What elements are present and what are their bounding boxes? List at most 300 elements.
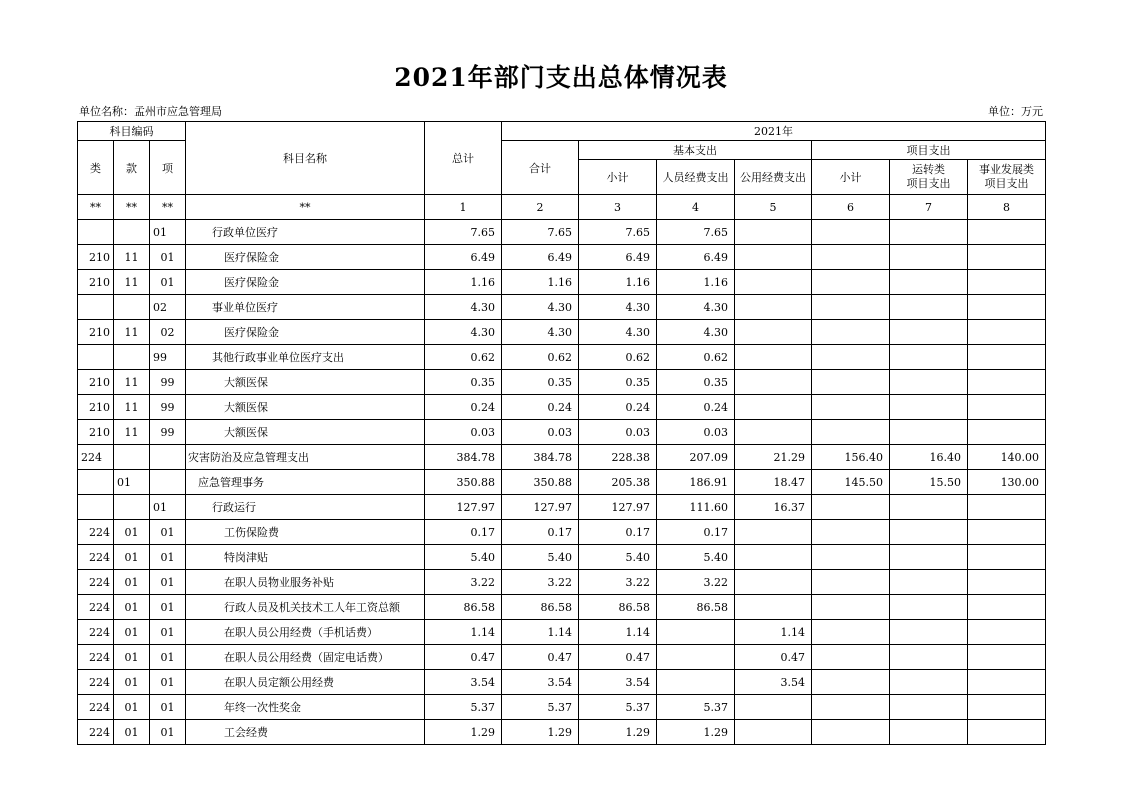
cell-personnel: 186.91 (657, 470, 735, 495)
table-row (78, 645, 1046, 670)
cell-heji: 0.24 (502, 395, 579, 420)
cell-xiang: 01 (150, 545, 186, 570)
cell-total: 0.35 (425, 370, 502, 395)
cell-total: 3.54 (425, 670, 502, 695)
expenditure-table (77, 121, 1046, 745)
cell-kuan: 01 (114, 545, 150, 570)
header-development-line2: 项目支出 (984, 177, 1029, 190)
cell-subject-name: 工会经费 (186, 720, 425, 745)
cell-basic-subtotal: 86.58 (579, 595, 657, 620)
cell-heji: 1.16 (502, 270, 579, 295)
cell-transfer (890, 370, 968, 395)
cell-basic-subtotal: 3.22 (579, 570, 657, 595)
cell-basic-subtotal: 6.49 (579, 245, 657, 270)
cell-basic-subtotal: 5.37 (579, 695, 657, 720)
cell-total: 1.16 (425, 270, 502, 295)
cell-kuan: 01 (114, 670, 150, 695)
cell-personnel: 0.35 (657, 370, 735, 395)
cell-xiang: 99 (150, 395, 186, 420)
cell-personnel: 3.22 (657, 570, 735, 595)
cell-transfer (890, 295, 968, 320)
cell-subject-name: 行政单位医疗 (186, 220, 425, 245)
cell-public (735, 245, 812, 270)
cell-project-subtotal (812, 495, 890, 520)
cell-kuan (114, 295, 150, 320)
cell-public (735, 570, 812, 595)
cell-personnel: 0.17 (657, 520, 735, 545)
cell-project-subtotal (812, 245, 890, 270)
cell-basic-subtotal: 3.54 (579, 670, 657, 695)
cell-transfer (890, 720, 968, 745)
cell-lei (78, 345, 114, 370)
cell-project-subtotal (812, 320, 890, 345)
cell-project-subtotal (812, 695, 890, 720)
cell-public (735, 420, 812, 445)
cell-transfer (890, 645, 968, 670)
cell-kuan: 11 (114, 370, 150, 395)
header-heji: 合计 (502, 141, 579, 195)
cell-total: 4.30 (425, 295, 502, 320)
cell-project-subtotal (812, 295, 890, 320)
cell-personnel (657, 620, 735, 645)
cell-kuan: 01 (114, 570, 150, 595)
cell-development (968, 270, 1046, 295)
header-project-subtotal: 小计 (812, 160, 890, 195)
cell-transfer (890, 545, 968, 570)
cell-transfer (890, 420, 968, 445)
cell-transfer (890, 220, 968, 245)
header-basic-subtotal: 小计 (579, 160, 657, 195)
cell-lei: 224 (78, 595, 114, 620)
cell-subject-name: 特岗津贴 (186, 545, 425, 570)
table-row (78, 445, 1046, 470)
cell-basic-subtotal: 4.30 (579, 295, 657, 320)
header-development-line1: 事业发展类 (979, 163, 1035, 176)
cell-subject-name: 在职人员定额公用经费 (186, 670, 425, 695)
cell-basic-subtotal: 0.17 (579, 520, 657, 545)
cell-total: 3.22 (425, 570, 502, 595)
cell-lei: 210 (78, 270, 114, 295)
cell-transfer (890, 620, 968, 645)
header-num-cell: ** (114, 195, 150, 220)
cell-transfer (890, 695, 968, 720)
cell-xiang: 01 (150, 220, 186, 245)
cell-lei (78, 495, 114, 520)
table-row (78, 545, 1046, 570)
cell-kuan: 11 (114, 320, 150, 345)
cell-heji: 4.30 (502, 320, 579, 345)
cell-basic-subtotal: 4.30 (579, 320, 657, 345)
cell-public (735, 220, 812, 245)
cell-transfer (890, 245, 968, 270)
cell-xiang: 01 (150, 720, 186, 745)
cell-kuan (114, 495, 150, 520)
cell-personnel: 4.30 (657, 295, 735, 320)
cell-personnel: 0.03 (657, 420, 735, 445)
cell-total: 86.58 (425, 595, 502, 620)
cell-public (735, 695, 812, 720)
header-transfer-line2: 项目支出 (906, 177, 951, 190)
cell-development (968, 720, 1046, 745)
cell-basic-subtotal: 205.38 (579, 470, 657, 495)
cell-total: 6.49 (425, 245, 502, 270)
header-num-cell: ** (78, 195, 114, 220)
cell-public: 16.37 (735, 495, 812, 520)
cell-project-subtotal (812, 270, 890, 295)
cell-heji: 127.97 (502, 495, 579, 520)
cell-project-subtotal (812, 395, 890, 420)
cell-heji: 3.54 (502, 670, 579, 695)
cell-transfer (890, 495, 968, 520)
cell-project-subtotal (812, 645, 890, 670)
cell-xiang: 99 (150, 370, 186, 395)
cell-development (968, 645, 1046, 670)
header-num-cell: 8 (968, 195, 1046, 220)
cell-public: 0.47 (735, 645, 812, 670)
header-num-cell: 1 (425, 195, 502, 220)
header-row-1 (78, 122, 1046, 141)
cell-basic-subtotal: 0.24 (579, 395, 657, 420)
cell-kuan (114, 445, 150, 470)
table-row (78, 495, 1046, 520)
cell-public (735, 345, 812, 370)
cell-personnel: 0.24 (657, 395, 735, 420)
cell-public (735, 520, 812, 545)
header-basic: 基本支出 (579, 141, 812, 160)
cell-xiang: 01 (150, 670, 186, 695)
cell-heji: 6.49 (502, 245, 579, 270)
cell-subject-name: 大额医保 (186, 395, 425, 420)
cell-kuan: 01 (114, 695, 150, 720)
cell-xiang: 01 (150, 520, 186, 545)
cell-personnel (657, 670, 735, 695)
header-num-cell: 5 (735, 195, 812, 220)
cell-project-subtotal (812, 520, 890, 545)
cell-xiang: 01 (150, 620, 186, 645)
cell-lei (78, 295, 114, 320)
cell-subject-name: 医疗保险金 (186, 245, 425, 270)
cell-heji: 0.03 (502, 420, 579, 445)
cell-public (735, 545, 812, 570)
cell-public (735, 595, 812, 620)
cell-kuan: 01 (114, 620, 150, 645)
cell-public: 1.14 (735, 620, 812, 645)
cell-development (968, 420, 1046, 445)
cell-heji: 5.37 (502, 695, 579, 720)
table-row (78, 370, 1046, 395)
cell-project-subtotal (812, 545, 890, 570)
header-num-cell: ** (186, 195, 425, 220)
cell-total: 127.97 (425, 495, 502, 520)
cell-basic-subtotal: 0.47 (579, 645, 657, 670)
cell-xiang: 99 (150, 345, 186, 370)
cell-personnel: 86.58 (657, 595, 735, 620)
cell-total: 0.17 (425, 520, 502, 545)
table-row (78, 420, 1046, 445)
cell-heji: 350.88 (502, 470, 579, 495)
cell-development (968, 670, 1046, 695)
cell-kuan: 01 (114, 720, 150, 745)
table-row (78, 395, 1046, 420)
cell-heji: 4.30 (502, 295, 579, 320)
cell-development (968, 570, 1046, 595)
cell-heji: 0.35 (502, 370, 579, 395)
cell-project-subtotal (812, 370, 890, 395)
cell-heji: 0.17 (502, 520, 579, 545)
cell-total: 1.14 (425, 620, 502, 645)
cell-development (968, 245, 1046, 270)
header-num-cell: 3 (579, 195, 657, 220)
cell-public: 3.54 (735, 670, 812, 695)
cell-subject-name: 工伤保险费 (186, 520, 425, 545)
cell-heji: 0.47 (502, 645, 579, 670)
cell-xiang: 01 (150, 645, 186, 670)
cell-transfer (890, 320, 968, 345)
header-development (968, 160, 1046, 195)
cell-subject-name: 医疗保险金 (186, 270, 425, 295)
cell-basic-subtotal: 1.14 (579, 620, 657, 645)
cell-lei (78, 470, 114, 495)
cell-xiang: 01 (150, 270, 186, 295)
header-project: 项目支出 (812, 141, 1046, 160)
cell-subject-name: 在职人员公用经费（手机话费） (186, 620, 425, 645)
table-row (78, 720, 1046, 745)
header-total: 总计 (425, 122, 502, 195)
header-year: 2021年 (502, 122, 1046, 141)
cell-total: 5.37 (425, 695, 502, 720)
cell-lei: 224 (78, 520, 114, 545)
table-row (78, 520, 1046, 545)
cell-kuan: 01 (114, 645, 150, 670)
cell-development (968, 320, 1046, 345)
cell-development (968, 545, 1046, 570)
header-transfer-line1: 运转类 (912, 163, 945, 176)
cell-lei: 210 (78, 245, 114, 270)
cell-transfer (890, 520, 968, 545)
cell-public: 18.47 (735, 470, 812, 495)
cell-transfer (890, 270, 968, 295)
header-subject-name: 科目名称 (186, 122, 425, 195)
cell-basic-subtotal: 1.16 (579, 270, 657, 295)
cell-total: 0.47 (425, 645, 502, 670)
cell-development (968, 395, 1046, 420)
cell-lei: 224 (78, 670, 114, 695)
cell-kuan: 11 (114, 245, 150, 270)
cell-project-subtotal (812, 420, 890, 445)
header-num-cell: ** (150, 195, 186, 220)
table-row (78, 245, 1046, 270)
cell-heji: 86.58 (502, 595, 579, 620)
cell-heji: 1.29 (502, 720, 579, 745)
table-row (78, 220, 1046, 245)
cell-heji: 5.40 (502, 545, 579, 570)
cell-project-subtotal (812, 670, 890, 695)
cell-project-subtotal (812, 570, 890, 595)
cell-personnel: 6.49 (657, 245, 735, 270)
cell-personnel: 5.40 (657, 545, 735, 570)
cell-public (735, 370, 812, 395)
cell-public (735, 395, 812, 420)
cell-total: 0.62 (425, 345, 502, 370)
cell-heji: 384.78 (502, 445, 579, 470)
cell-basic-subtotal: 0.03 (579, 420, 657, 445)
cell-personnel: 207.09 (657, 445, 735, 470)
cell-lei: 210 (78, 320, 114, 345)
cell-development (968, 370, 1046, 395)
cell-heji: 3.22 (502, 570, 579, 595)
cell-kuan: 01 (114, 595, 150, 620)
cell-total: 4.30 (425, 320, 502, 345)
cell-kuan: 11 (114, 420, 150, 445)
cell-xiang (150, 445, 186, 470)
cell-personnel: 1.16 (657, 270, 735, 295)
cell-lei: 224 (78, 695, 114, 720)
cell-xiang: 02 (150, 320, 186, 345)
cell-lei: 224 (78, 720, 114, 745)
cell-development (968, 295, 1046, 320)
table-row (78, 695, 1046, 720)
cell-subject-name: 大额医保 (186, 370, 425, 395)
header-transfer (890, 160, 968, 195)
table-row (78, 670, 1046, 695)
cell-basic-subtotal: 127.97 (579, 495, 657, 520)
header-num-cell: 2 (502, 195, 579, 220)
cell-project-subtotal (812, 720, 890, 745)
cell-lei: 224 (78, 445, 114, 470)
cell-lei: 224 (78, 620, 114, 645)
cell-total: 1.29 (425, 720, 502, 745)
cell-xiang: 01 (150, 595, 186, 620)
cell-lei (78, 220, 114, 245)
cell-kuan: 01 (114, 470, 150, 495)
cell-kuan: 11 (114, 270, 150, 295)
header-xiang: 项 (150, 141, 186, 195)
table-row (78, 470, 1046, 495)
cell-total: 7.65 (425, 220, 502, 245)
cell-basic-subtotal: 0.35 (579, 370, 657, 395)
table-row (78, 345, 1046, 370)
cell-xiang (150, 470, 186, 495)
cell-personnel: 7.65 (657, 220, 735, 245)
cell-development (968, 345, 1046, 370)
cell-subject-name: 行政人员及机关技术工人年工资总额 (186, 595, 425, 620)
cell-public (735, 720, 812, 745)
header-kuan: 款 (114, 141, 150, 195)
cell-kuan: 11 (114, 395, 150, 420)
cell-public (735, 270, 812, 295)
cell-total: 350.88 (425, 470, 502, 495)
cell-xiang: 01 (150, 245, 186, 270)
cell-heji: 1.14 (502, 620, 579, 645)
header-num-cell: 6 (812, 195, 890, 220)
cell-subject-name: 行政运行 (186, 495, 425, 520)
cell-basic-subtotal: 7.65 (579, 220, 657, 245)
cell-subject-name: 灾害防治及应急管理支出 (186, 445, 425, 470)
cell-basic-subtotal: 5.40 (579, 545, 657, 570)
cell-total: 384.78 (425, 445, 502, 470)
header-num-cell: 4 (657, 195, 735, 220)
cell-personnel: 0.62 (657, 345, 735, 370)
cell-personnel: 5.37 (657, 695, 735, 720)
header-subject-code: 科目编码 (78, 122, 186, 141)
table-row (78, 595, 1046, 620)
cell-development (968, 220, 1046, 245)
cell-lei: 224 (78, 570, 114, 595)
cell-subject-name: 在职人员物业服务补贴 (186, 570, 425, 595)
cell-transfer (890, 345, 968, 370)
cell-kuan (114, 345, 150, 370)
cell-transfer (890, 570, 968, 595)
table-row (78, 570, 1046, 595)
cell-public (735, 320, 812, 345)
money-unit-label: 单位：万元 (988, 105, 1043, 118)
cell-lei: 210 (78, 420, 114, 445)
table-row (78, 270, 1046, 295)
table-body (78, 122, 1046, 745)
cell-lei: 210 (78, 370, 114, 395)
cell-subject-name: 大额医保 (186, 420, 425, 445)
cell-public (735, 295, 812, 320)
cell-development: 140.00 (968, 445, 1046, 470)
cell-xiang: 01 (150, 570, 186, 595)
header-num-cell: 7 (890, 195, 968, 220)
cell-development: 130.00 (968, 470, 1046, 495)
cell-development (968, 595, 1046, 620)
cell-project-subtotal (812, 620, 890, 645)
cell-subject-name: 事业单位医疗 (186, 295, 425, 320)
cell-xiang: 01 (150, 695, 186, 720)
header-number-row (78, 195, 1046, 220)
cell-development (968, 520, 1046, 545)
cell-total: 0.03 (425, 420, 502, 445)
cell-project-subtotal (812, 220, 890, 245)
cell-project-subtotal: 156.40 (812, 445, 890, 470)
cell-subject-name: 应急管理事务 (186, 470, 425, 495)
cell-personnel: 4.30 (657, 320, 735, 345)
cell-basic-subtotal: 0.62 (579, 345, 657, 370)
cell-total: 5.40 (425, 545, 502, 570)
header-public: 公用经费支出 (735, 160, 812, 195)
table-row (78, 295, 1046, 320)
cell-personnel (657, 645, 735, 670)
cell-total: 0.24 (425, 395, 502, 420)
cell-kuan: 01 (114, 520, 150, 545)
cell-lei: 210 (78, 395, 114, 420)
cell-project-subtotal (812, 345, 890, 370)
cell-personnel: 1.29 (657, 720, 735, 745)
cell-subject-name: 年终一次性奖金 (186, 695, 425, 720)
unit-name-label: 单位名称：孟州市应急管理局 (79, 105, 222, 118)
header-lei: 类 (78, 141, 114, 195)
cell-kuan (114, 220, 150, 245)
cell-transfer: 15.50 (890, 470, 968, 495)
cell-heji: 0.62 (502, 345, 579, 370)
cell-personnel: 111.60 (657, 495, 735, 520)
cell-transfer (890, 670, 968, 695)
table-row (78, 320, 1046, 345)
cell-basic-subtotal: 228.38 (579, 445, 657, 470)
header-personnel: 人员经费支出 (657, 160, 735, 195)
cell-development (968, 620, 1046, 645)
cell-subject-name: 其他行政事业单位医疗支出 (186, 345, 425, 370)
cell-basic-subtotal: 1.29 (579, 720, 657, 745)
cell-transfer: 16.40 (890, 445, 968, 470)
cell-lei: 224 (78, 645, 114, 670)
page-title: 2021年部门支出总体情况表 (394, 63, 728, 92)
cell-lei: 224 (78, 545, 114, 570)
cell-xiang: 01 (150, 495, 186, 520)
cell-project-subtotal (812, 595, 890, 620)
